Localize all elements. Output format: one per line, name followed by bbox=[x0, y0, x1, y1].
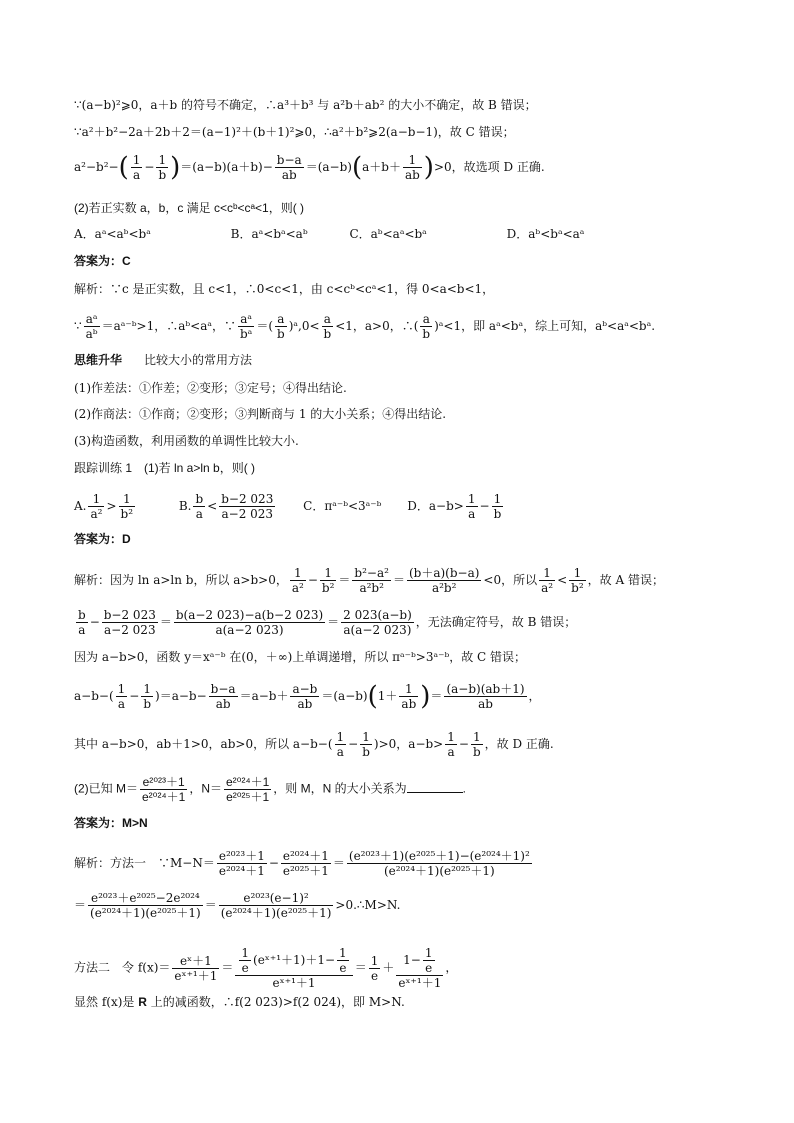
answer-blank bbox=[407, 780, 463, 793]
method-summary-heading bbox=[74, 352, 252, 368]
solution-line: ∵ $\frac{\text{aᵃ}}{\text{aᵇ}}$ ＝aᵃ⁻ᵇ>1，∴aᵇ<aᵃ，∵ $\frac{\text{aᵃ}}{\text{bᵃ}}$ ＝( $\frac{a}{b}$ )ᵃ,0< $\frac{a}{b}$ <1，a>0，∴( $\frac{a}{b}$ )ᵃ<1，即 aᵃ<bᵃ，综上可知，aᵇ<aᵃ<bᵃ. bbox=[74, 312, 656, 341]
method-item: (3)构造函数，利用函数的单调性比较大小. bbox=[74, 434, 299, 448]
method-summary-subtitle: 比较大小的常用方法 bbox=[144, 353, 253, 367]
solution-line: ∵(a−b)²⩾0，a＋b 的符号不确定，∴a³＋b³ 与 a²b＋ab² 的大小不确定，故 B 错误； bbox=[74, 98, 537, 112]
solution-line: 解析：方法一 ∵M−N＝ $\frac{\text{e²⁰²³＋1}}{\text{e²⁰²⁴＋1}}$ − $\frac{\text{e²⁰²⁴＋1}}{\text{e²⁰²⁵＋1}}$ ＝ $\frac{\text{(e²⁰²³＋1)(e²⁰²⁵＋1)−(e²⁰²⁴＋1)²}}{\text{(e²⁰²⁴＋1)(e²⁰²⁵＋1)}}$ bbox=[74, 849, 530, 878]
option-d: D．aᵇ<bᵃ<aᵃ bbox=[506, 227, 585, 241]
option-a: A．aᵃ<aᵇ<bᵃ bbox=[74, 227, 151, 241]
practice-option-d: D．a−b> $\frac{1}{a}$ − $\frac{1}{b}$ bbox=[407, 492, 502, 521]
option-c: C．aᵇ<aᵃ<bᵃ bbox=[349, 227, 427, 241]
answer-1: 答案为：C bbox=[74, 254, 131, 268]
method-summary-title: 思维升华 bbox=[74, 353, 123, 367]
method-item: (1)作差法：①作差；②变形；③定号；④得出结论. bbox=[74, 381, 347, 395]
solution-line: 显然 f(x)是 R 上的减函数，∴f(2 023)>f(2 024)，即 M>N. bbox=[74, 995, 405, 1009]
question-3: (2)已知 M＝ $\frac{\text{e²⁰²³＋1}}{\text{e²⁰²⁴＋1}}$ ，N＝ $\frac{\text{e²⁰²⁴＋1}}{\text{e²⁰²⁵＋1}}$ ，则 M，N 的大小关系为 . bbox=[74, 775, 466, 804]
question-2: (2)若正实数 a，b，c 满足 c<cᵇ<cᵃ<1，则( ) bbox=[74, 201, 305, 215]
practice-option-c: C．πᵃ⁻ᵇ<3ᵃ⁻ᵇ bbox=[303, 499, 382, 513]
solution-line: $\frac{b}{a}$ − $\frac{b-2 023}{a-2 023}$ ＝ $\frac{b(a-2 023)-a(b-2 023)}{a(a-2 023)}$ ＝ $\frac{2 023(a-b)}{a(a-2 023)}$ ，无法确定符号，故 B 错误； bbox=[78, 608, 577, 637]
options-row bbox=[74, 226, 584, 242]
practice-option-a: A. $\frac{1}{\text{a²}}$ > $\frac{1}{\text{b²}}$ bbox=[74, 492, 134, 521]
answer-3: 答案为：M>N bbox=[74, 816, 148, 830]
solution-line: 解析：因为 ln a>ln b，所以 a>b>0， $\frac{1}{\text{a²}}$ − $\frac{1}{\text{b²}}$ ＝ $\frac{\text{b²−a²}}{\text{a²b²}}$ ＝ $\frac{(b+a)(b-a)}{\text{a²b²}}$ <0，所以 $\frac{1}{\text{a²}}$ < $\frac{1}{\text{b²}}$ ，故 A 错误； bbox=[74, 566, 664, 595]
solution-line: a−b−( $\frac{1}{a}$ − $\frac{1}{b}$ )＝a−b− $\frac{b-a}{ab}$ ＝a−b＋ $\frac{a-b}{ab}$ ＝(a−b)(1＋ $\frac{1}{ab}$ )＝ $\frac{(a-b)(ab+1)}{ab}$ ， bbox=[74, 681, 541, 712]
solution-line: a²−b²−( $\frac{1}{a}$ − $\frac{1}{b}$ )＝(a−b)(a＋b)− $\frac{b-a}{ab}$ ＝(a−b)(a＋b＋ $\frac{1}{ab}$ )>0，故选项 D 正确. bbox=[74, 152, 545, 183]
solution-line: 方法二 令 f(x)＝ $\frac{\text{eˣ＋1}}{\text{eˣ⁺¹＋1}}$ ＝ $\frac{1}{e}$ (eˣ⁺¹＋1)＋1− $\frac{1}{e}$ eˣ⁺¹＋1 ＝ $\frac{1}{e}$ ＋ 1− $\frac{1}{e}$ eˣ⁺¹＋1 ， bbox=[74, 946, 458, 990]
practice-option-b: B. $\frac{b}{a}$ < $\frac{b-2 023}{a-2 023}$ bbox=[178, 492, 274, 521]
solution-line: 因为 a−b>0，函数 y＝xᵃ⁻ᵇ 在(0，＋∞)上单调递增，所以 πᵃ⁻ᵇ>3ᵃ⁻ᵇ，故 C 错误； bbox=[74, 650, 527, 664]
method-item: (2)作商法：①作商；②变形；③判断商与 1 的大小关系；④得出结论. bbox=[74, 407, 447, 421]
option-b: B．aᵃ<bᵃ<aᵇ bbox=[230, 227, 308, 241]
solution-line: ∵a²＋b²−2a＋2b＋2＝(a−1)²＋(b＋1)²⩾0，∴a²＋b²⩾2(a−b−1)，故 C 错误； bbox=[74, 125, 515, 139]
solution-line: 其中 a−b>0，ab＋1>0，ab>0，所以 a−b−( $\frac{1}{a}$ − $\frac{1}{b}$ )>0，a−b> $\frac{1}{a}$ − $\frac{1}{b}$ ，故 D 正确. bbox=[74, 730, 554, 759]
practice-1-question: 跟踪训练 1 (1)若 ln a>ln b，则( ) bbox=[74, 461, 256, 475]
practice-options-row bbox=[74, 492, 505, 521]
answer-2: 答案为：D bbox=[74, 532, 131, 546]
solution-line: ＝ $\frac{\text{e²⁰²³＋e²⁰²⁵−2e²⁰²⁴}}{\text{(e²⁰²⁴＋1)(e²⁰²⁵＋1)}}$ ＝ $\frac{\text{e²⁰²³(e−1)²}}{\text{(e²⁰²⁴＋1)(e²⁰²⁵＋1)}}$ >0.∴M>N. bbox=[74, 891, 401, 920]
solution-line: 解析：∵c 是正实数，且 c<1，∴0<c<1，由 c<cᵇ<cᵃ<1，得 0<a<b<1， bbox=[74, 282, 495, 296]
